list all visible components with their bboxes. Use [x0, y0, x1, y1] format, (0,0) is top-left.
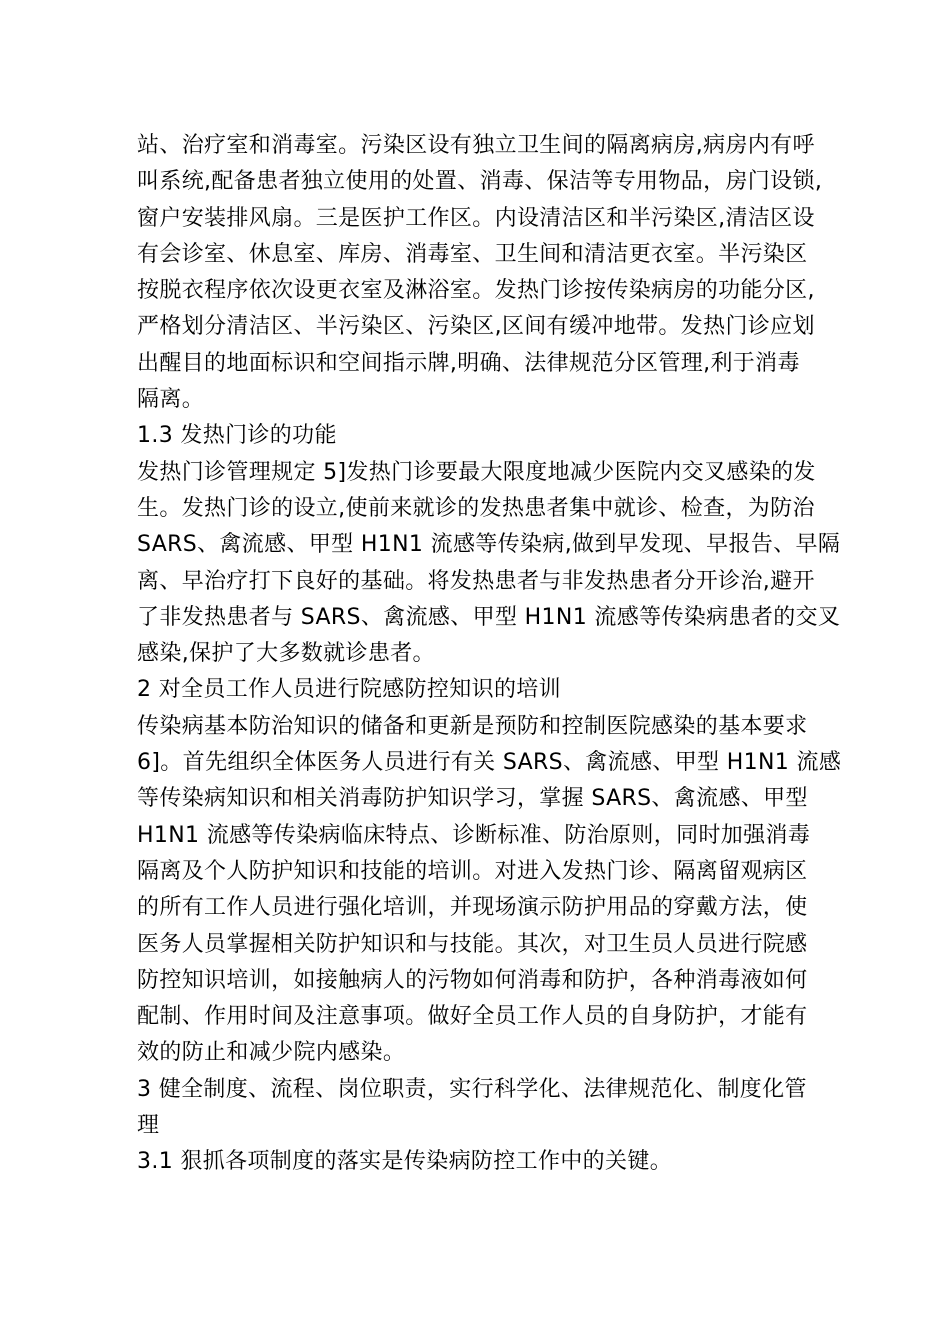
- paragraph-line: 的所有工作人员进行强化培训，并现场演示防护用品的穿戴方法，使: [137, 895, 808, 921]
- paragraph-line: 医务人员掌握相关防护知识和与技能。其次，对卫生员人员进行院感: [137, 931, 808, 957]
- paragraph-line: 叫系统,配备患者独立使用的处置、消毒、保洁等专用物品，房门设锁,: [137, 169, 823, 195]
- paragraph-line: 6]。首先组织全体医务人员进行有关 SARS、禽流感、甲型 H1N1 流感: [137, 750, 842, 776]
- paragraph-line: 防控知识培训，如接触病人的污物如何消毒和防护，各种消毒液如何: [137, 967, 808, 993]
- paragraph-line: 按脱衣程序依次设更衣室及淋浴室。发热门诊按传染病房的功能分区,: [137, 278, 815, 304]
- paragraph-line: 离、早治疗打下良好的基础。将发热患者与非发热患者分开诊治,避开: [137, 568, 815, 594]
- subsection-heading: 3.1 狠抓各项制度的落实是传染病防控工作中的关键。: [137, 1149, 673, 1175]
- paragraph-line: H1N1 流感等传染病临床特点、诊断标准、防治原则，同时加强消毒: [137, 822, 811, 848]
- paragraph-line: 严格划分清洁区、半污染区、污染区,区间有缓冲地带。发热门诊应划: [137, 314, 815, 340]
- paragraph-line: 有会诊室、休息室、库房、消毒室、卫生间和清洁更衣室。半污染区: [137, 241, 808, 267]
- section-heading: 理: [137, 1113, 160, 1139]
- section-heading: 3 健全制度、流程、岗位职责，实行科学化、法律规范化、制度化管: [137, 1076, 807, 1102]
- paragraph-line: 窗户安装排风扇。三是医护工作区。内设清洁区和半污染区,清洁区设: [137, 205, 815, 231]
- paragraph-line: 传染病基本防治知识的储备和更新是预防和控制医院感染的基本要求: [137, 713, 808, 739]
- paragraph-line: 生。发热门诊的设立,使前来就诊的发热患者集中就诊、检查，为防治: [137, 495, 815, 521]
- paragraph-line: 隔离及个人防护知识和技能的培训。对进入发热门诊、隔离留观病区: [137, 858, 808, 884]
- section-heading: 1.3 发热门诊的功能: [137, 423, 337, 449]
- paragraph-line: 出醒目的地面标识和空间指示牌,明确、法律规范分区管理,利于消毒: [137, 350, 800, 376]
- paragraph-line: SARS、禽流感、甲型 H1N1 流感等传染病,做到早发现、早报告、早隔: [137, 532, 841, 558]
- paragraph-line: 等传染病知识和相关消毒防护知识学习，掌握 SARS、禽流感、甲型: [137, 786, 808, 812]
- section-heading: 2 对全员工作人员进行院感防控知识的培训: [137, 677, 561, 703]
- paragraph-line: 感染,保护了大多数就诊患者。: [137, 641, 435, 667]
- paragraph-line: 配制、作用时间及注意事项。做好全员工作人员的自身防护，才能有: [137, 1004, 808, 1030]
- paragraph-line: 发热门诊管理规定 5]发热门诊要最大限度地减少医院内交叉感染的发: [137, 459, 816, 485]
- paragraph-line: 隔离。: [137, 387, 205, 413]
- paragraph-line: 站、治疗室和消毒室。污染区设有独立卫生间的隔离病房,病房内有呼: [137, 133, 815, 158]
- paragraph-line: 效的防止和减少院内感染。: [137, 1040, 406, 1066]
- document-body: [137, 128, 842, 1181]
- paragraph-line: 了非发热患者与 SARS、禽流感、甲型 H1N1 流感等传染病患者的交叉: [137, 604, 841, 630]
